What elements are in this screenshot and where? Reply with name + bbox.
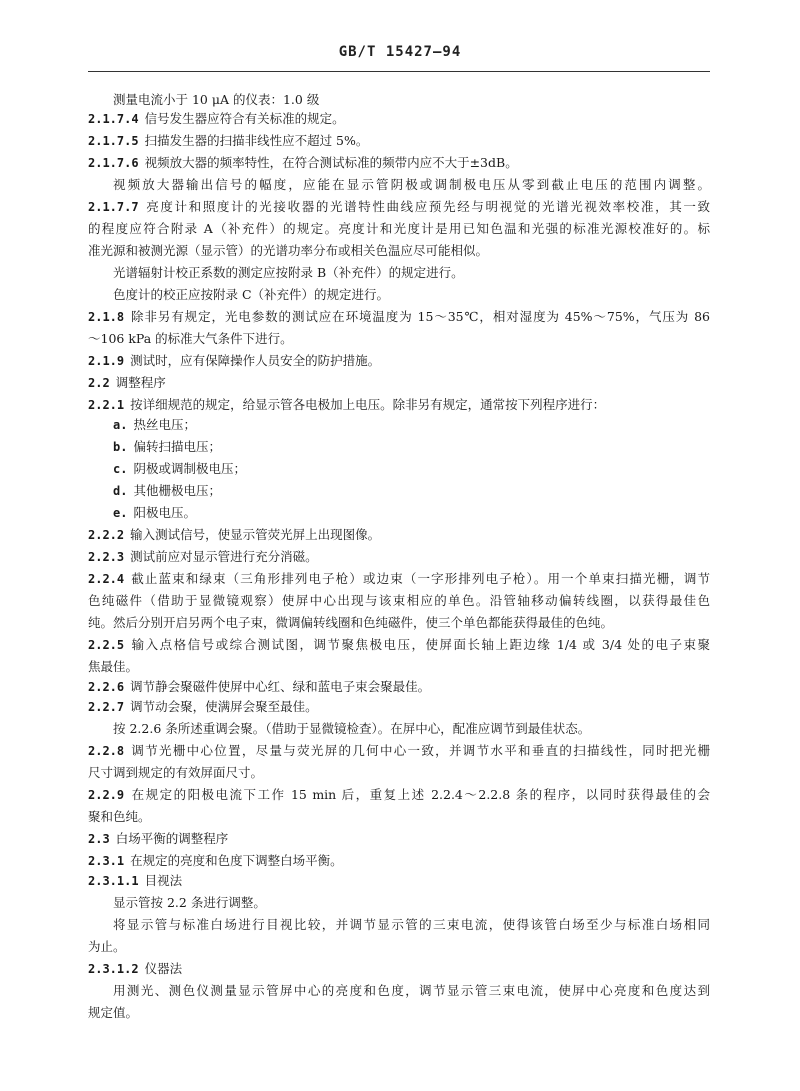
clause-number: c. (113, 462, 128, 476)
clause-text: 调节动会聚，使满屏会聚至最佳。 (130, 699, 318, 714)
text-line (88, 109, 345, 129)
text-line (88, 569, 710, 589)
text-line (113, 719, 590, 739)
text-line (113, 915, 710, 935)
clause-text: 显示管按 2.2 条进行调整。 (113, 895, 266, 910)
clause-number: 2.1.7.6 (88, 156, 139, 170)
text-line (88, 1003, 138, 1023)
text-line (88, 937, 126, 957)
clause-number: a. (113, 418, 128, 432)
text-line (88, 613, 613, 633)
clause-text: 阴极或调制极电压； (133, 461, 246, 476)
text-line (88, 241, 488, 261)
clause-number: 2.1.7.4 (88, 112, 139, 126)
clause-number: 2.3 (88, 832, 110, 846)
clause-text: 调节静会聚磁件使屏中心红、绿和蓝电子束会聚最佳。 (130, 679, 431, 694)
clause-text: 测试时，应有保障操作人员安全的防护措施。 (130, 353, 381, 368)
text-line (88, 741, 710, 761)
clause-number: 2.2.9 (88, 788, 125, 802)
text-line (113, 285, 389, 305)
page-header-standard-number: GB/T 15427—94 (338, 44, 462, 60)
clause-text: 的程度应符合附录 A（补充件）的规定。亮度计和光度计是用已知色温和光强的标准光源校准好的。标 (88, 221, 710, 236)
clause-number: 2.2.6 (88, 680, 125, 694)
text-line (88, 153, 518, 173)
clause-number: 2.2.4 (88, 572, 125, 586)
text-line (88, 351, 380, 371)
text-line (88, 697, 318, 717)
clause-text: 输入点格信号或综合测试图，调节聚焦极电压，使屏面长轴上距边缘 1/4 或 3/4 处的电子束聚 (130, 637, 710, 652)
text-line (113, 90, 319, 110)
clause-number: b. (113, 440, 128, 454)
clause-text: 聚和色纯。 (88, 809, 151, 824)
text-line (113, 893, 266, 913)
clause-number: 2.1.7.7 (88, 200, 139, 214)
clause-text: 目视法 (144, 873, 183, 888)
clause-text: 尺寸调到规定的有效屏面尺寸。 (88, 765, 264, 780)
text-line (88, 959, 182, 979)
clause-number: 2.1.9 (88, 354, 125, 368)
clause-number: 2.2.2 (88, 528, 125, 542)
text-line (113, 175, 710, 195)
text-line (88, 677, 430, 697)
clause-text: 视频放大器输出信号的幅度，应能在显示管阴极或调制极电压从零到截止电压的范围内调整。 (113, 177, 710, 192)
text-line (113, 263, 464, 283)
clause-number: 2.2.1 (88, 398, 125, 412)
clause-number: d. (113, 484, 128, 498)
text-line (88, 871, 182, 891)
clause-text: 规定值。 (88, 1005, 139, 1020)
clause-number: 2.1.7.5 (88, 134, 139, 148)
clause-text: 调节光栅中心位置，尽量与荧光屏的几何中心一致，并调节水平和垂直的扫描线性，同时把光栅 (130, 743, 710, 758)
clause-number: 2.3.1.2 (88, 962, 139, 976)
text-line (88, 395, 605, 415)
clause-text: 其他栅极电压； (133, 483, 221, 498)
text-line (113, 437, 221, 457)
text-line (88, 829, 228, 849)
clause-number: 2.2.5 (88, 638, 125, 652)
clause-number: 2.2.7 (88, 700, 125, 714)
text-line (88, 525, 380, 545)
text-line (113, 981, 710, 1001)
clause-text: 在规定的亮度和色度下调整白场平衡。 (130, 853, 343, 868)
clause-text: 截止蓝束和绿束（三角形排列电子枪）或边束（一字形排列电子枪）。用一个单束扫描光栅，调节 (130, 571, 710, 586)
text-line (88, 219, 710, 239)
clause-text: 阳极电压。 (133, 505, 196, 520)
clause-text: 视频放大器的频率特性，在符合测试标准的频带内应不大于±3dB。 (144, 155, 518, 170)
clause-text: 调整程序 (115, 375, 166, 390)
clause-text: ～106 kPa 的标准大气条件下进行。 (88, 331, 293, 346)
text-line (113, 415, 196, 435)
text-line (113, 459, 246, 479)
clause-number: 2.1.8 (88, 310, 125, 324)
header-divider (88, 71, 710, 72)
clause-text: 在规定的阳极电流下工作 15 min 后，重复上述 2.2.4～2.2.8 条的程序，以同时获得最佳的会 (130, 787, 710, 802)
text-line (88, 807, 151, 827)
clause-number: 2.3.1.1 (88, 874, 139, 888)
clause-text: 仪器法 (144, 961, 183, 976)
clause-text: 信号发生器应符合有关标准的规定。 (144, 111, 345, 126)
clause-text: 偏转扫描电压； (133, 439, 221, 454)
text-line (88, 851, 343, 871)
clause-text: 亮度计和照度计的光接收器的光谱特性曲线应预先经与明视觉的光谱光视效率校准，其一致 (144, 199, 710, 214)
text-line (88, 307, 710, 327)
text-line (88, 635, 710, 655)
clause-number: e. (113, 506, 128, 520)
clause-text: 除非另有规定，光电参数的测试应在环境温度为 15～35℃，相对湿度为 45%～75%，气压为 86 (130, 309, 710, 324)
clause-text: 用测光、测色仪测量显示管屏中心的亮度和色度，调节显示管三束电流，使屏中心亮度和色度达到 (113, 983, 710, 998)
clause-number: 2.2 (88, 376, 110, 390)
text-line (88, 763, 263, 783)
clause-text: 准光源和被测光源（显示管）的光谱功率分布或相关色温应尽可能相似。 (88, 243, 489, 258)
clause-text: 按详细规范的规定，给显示管各电极加上电压。除非另有规定，通常按下列程序进行： (130, 397, 606, 412)
text-line (113, 503, 196, 523)
clause-text: 将显示管与标准白场进行目视比较，并调节显示管的三束电流，使得该管白场至少与标准白场相同 (113, 917, 710, 932)
clause-text: 白场平衡的调整程序 (115, 831, 229, 846)
text-line (88, 373, 166, 393)
clause-text: 为止。 (88, 939, 126, 954)
clause-text: 输入测试信号，使显示管荧光屏上出现图像。 (130, 527, 381, 542)
clause-text: 纯。然后分别开启另两个电子束，微调偏转线圈和色纯磁件，使三个单色都能获得最佳的色纯。 (88, 615, 614, 630)
clause-text: 色度计的校正应按附录 C（补充件）的规定进行。 (113, 287, 390, 302)
clause-number: 2.2.3 (88, 550, 125, 564)
clause-text: 光谱辐射计校正系数的测定应按附录 B（补充件）的规定进行。 (113, 265, 464, 280)
text-line (88, 329, 293, 349)
clause-text: 测试前应对显示管进行充分消磁。 (130, 549, 318, 564)
text-line (88, 657, 138, 677)
text-line (88, 197, 710, 217)
clause-number: 2.2.8 (88, 744, 125, 758)
text-line (88, 591, 710, 611)
clause-text: 热丝电压； (133, 417, 196, 432)
clause-text: 焦最佳。 (88, 659, 139, 674)
text-line (88, 547, 318, 567)
clause-text: 扫描发生器的扫描非线性应不超过 5%。 (144, 133, 369, 148)
text-line (88, 131, 368, 151)
clause-text: 按 2.2.6 条所述重调会聚。（借助于显微镜检查）。在屏中心，配准应调节到最佳状态。 (113, 721, 591, 736)
clause-text: 测量电流小于 10 μA 的仪表：1.0 级 (113, 92, 320, 107)
clause-number: 2.3.1 (88, 854, 125, 868)
clause-text: 色纯磁件（借助于显微镜观察）使屏中心出现与该束相应的单色。沿管轴移动偏转线圈，以获得最佳色 (88, 593, 710, 608)
text-line (88, 785, 710, 805)
text-line (113, 481, 221, 501)
